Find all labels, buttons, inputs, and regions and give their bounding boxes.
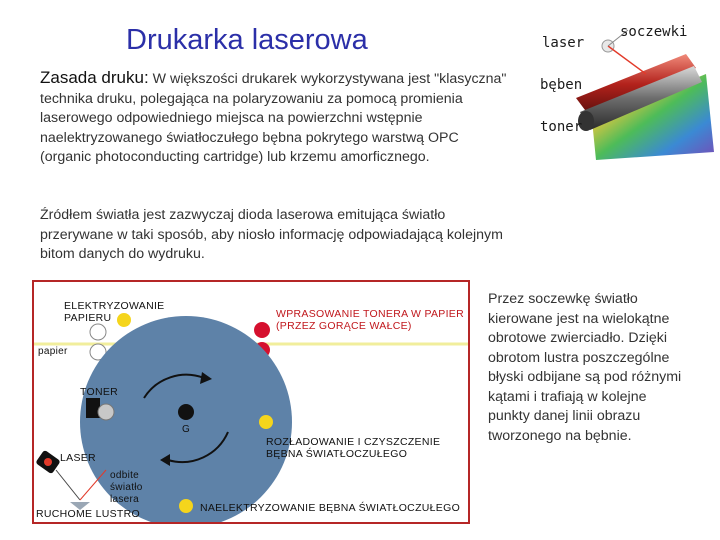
fuser-roller-top	[254, 322, 270, 338]
paragraph-body: W większości drukarek wykorzystywana jest "klasyczna" technika druku, polegająca na polaryzowaniu za pomocą promienia laserowego odpowiedniego miejsca na powierzchni wstępnie naelektryzowanego światłoczułego bębna pokrytego warstwą OPC (organic photoconducting cartridge) lub krzemu amorficznego.	[40, 71, 507, 165]
laser-beam-to-mirror	[56, 470, 80, 500]
label-papier: papier	[38, 346, 68, 357]
printer-mechanism-photo	[536, 2, 716, 160]
photo-label-soczewki: soczewki	[620, 24, 688, 40]
label-naelektryzowanie: NAELEKTRYZOWANIE BĘBNA ŚWIATŁOCZUŁEGO	[200, 502, 461, 514]
drum-axis	[178, 404, 194, 420]
label-ruchome-lustro: RUCHOME LUSTRO	[36, 508, 140, 520]
label-wprasowanie: WPRASOWANIE TONERA W PAPIER (PRZEZ GORĄCE WAŁCE)	[276, 308, 464, 332]
label-rozladowanie: ROZŁADOWANIE I CZYSZCZENIE BĘBNA ŚWIATŁOCZUŁEGO	[266, 436, 441, 460]
discharge-indicator-icon	[259, 415, 273, 429]
label-elektryzowanie: ELEKTRYZOWANIE PAPIERU	[64, 300, 165, 324]
laser-diode-icon	[44, 458, 52, 466]
laser-printing-diagram	[32, 280, 470, 524]
toner-cartridge-block	[86, 398, 100, 418]
photo-label-toner: toner	[540, 119, 583, 135]
paragraph-lead: Zasada druku:	[40, 68, 149, 87]
drum-charge-indicator-icon	[179, 499, 193, 513]
charging-roller-top	[90, 324, 106, 340]
label-laser: LASER	[60, 452, 96, 464]
slide-title: Drukarka laserowa	[126, 24, 368, 56]
paragraph-light-source: Źródłem światła jest zazwyczaj dioda laserowa emitująca światło przerywane w taki sposób, aby niosło informację odpowiadającą kolejnym bitom danych do wydruku.	[40, 207, 503, 262]
label-odbite-swiatlo: odbite światło lasera	[110, 470, 143, 505]
toner-roller	[98, 404, 114, 420]
paragraph-lens-mirror: Przez soczewkę światło kierowane jest na wielokątne obrotowe zwierciadło. Dzięki obrotom lustra poszczególne błyski odbijane są pod różnymi kątami i trafiają w kolejne punkty danej linii obrazu tworzonego na bębnie.	[488, 291, 682, 444]
drum-center-label: G	[182, 424, 191, 435]
photo-label-laser: laser	[542, 35, 585, 51]
paragraph-print-principle	[40, 68, 510, 168]
photo-label-beben: bęben	[540, 77, 583, 93]
label-toner: TONER	[80, 386, 119, 398]
laser-beam-line	[608, 46, 646, 74]
